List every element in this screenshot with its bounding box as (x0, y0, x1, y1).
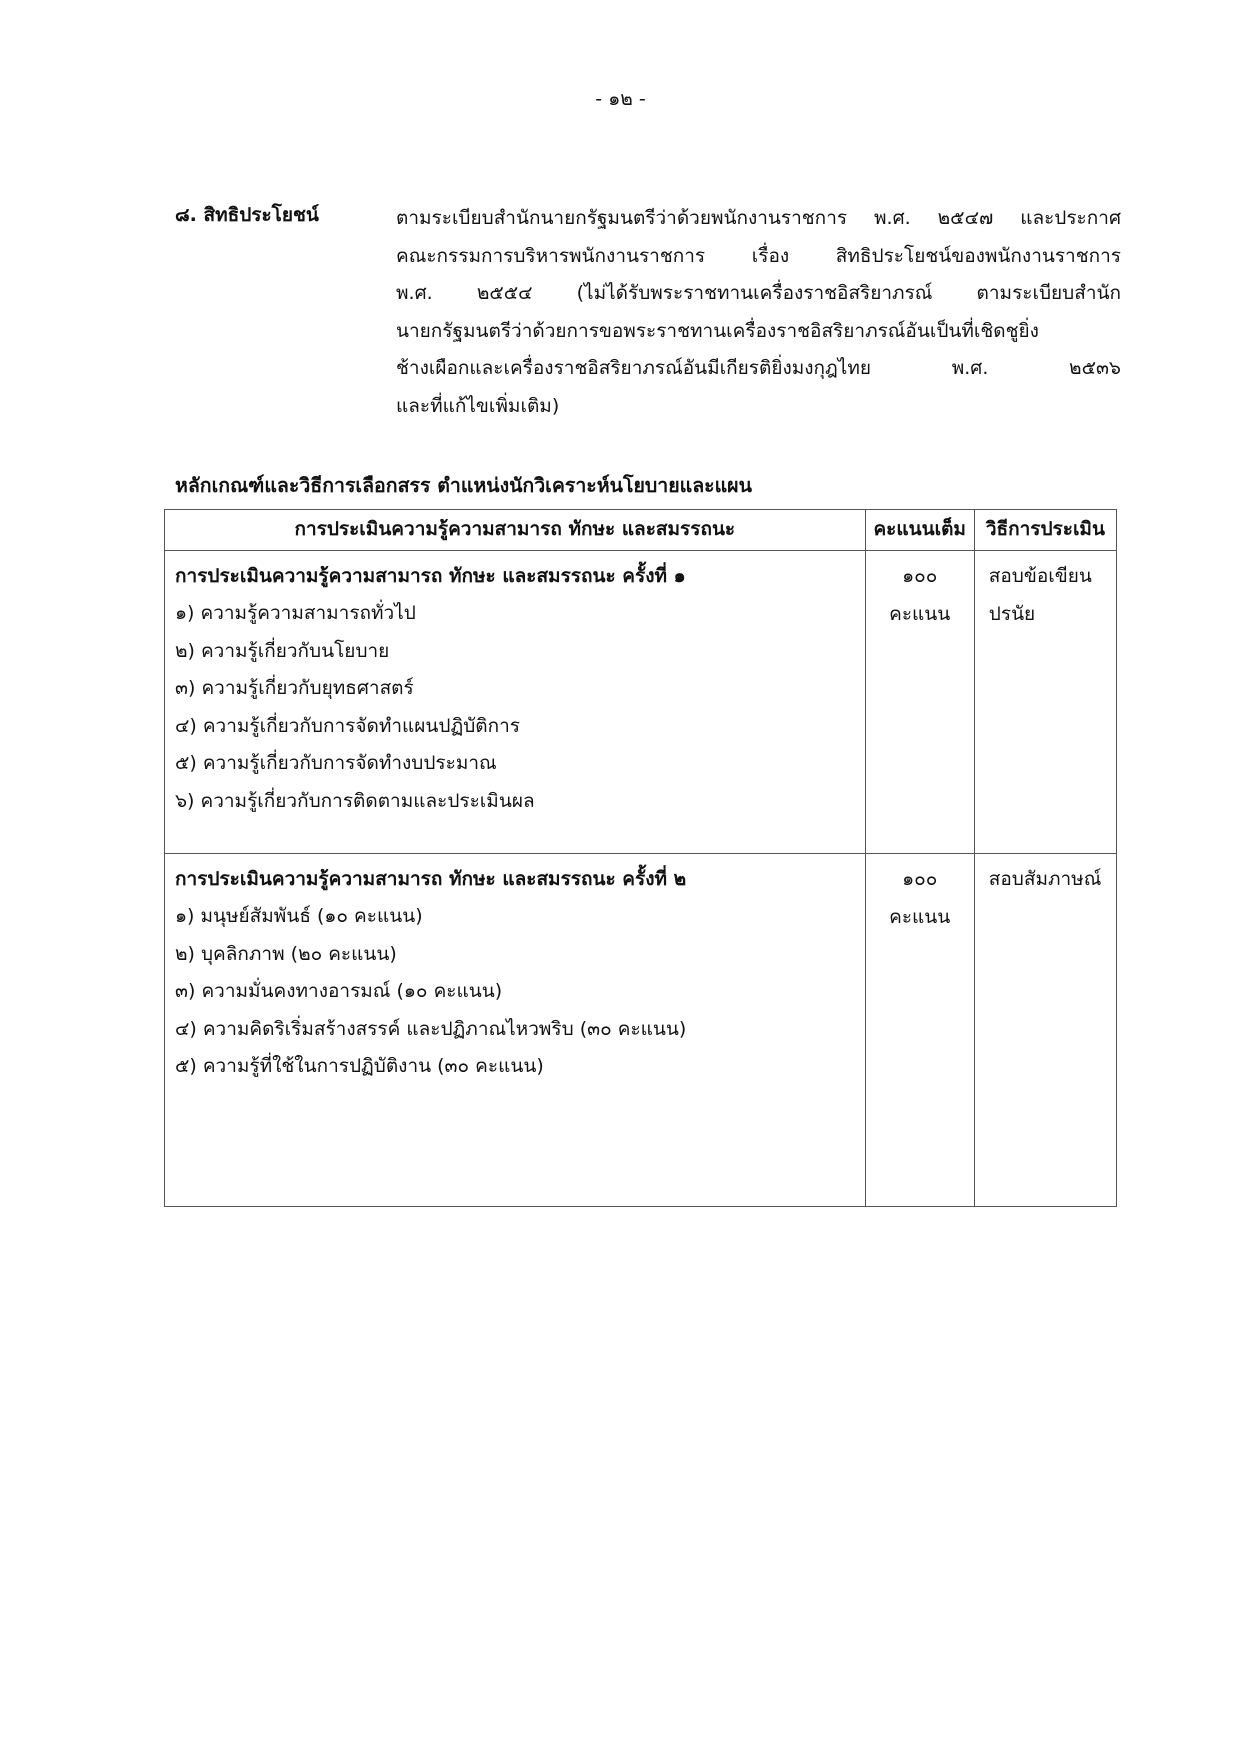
header-assessment: การประเมินความรู้ความสามารถ ทักษะ และสมรรถนะ (165, 510, 866, 551)
table-row (165, 551, 1117, 854)
benefits-line: นายกรัฐมนตรีว่าด้วยการขอพระราชทานเครื่องราชอิสริยาภรณ์อันเป็นที่เชิดชูยิ่ง (396, 319, 1039, 342)
score-unit: คะแนน (889, 906, 951, 928)
method-cell (974, 551, 1116, 854)
method-text: สอบสัมภาษณ์ (988, 868, 1102, 890)
selection-criteria-table (164, 509, 1117, 1207)
assessment-item: ๓) ความมั่นคงทางอารมณ์ (๑๐ คะแนน) (175, 980, 503, 1002)
section-heading: หลักเกณฑ์และวิธีการเลือกสรร ตำแหน่งนักวิเคราะห์นโยบายและแผน (175, 474, 752, 497)
benefits-text (396, 200, 1121, 425)
assessment-item: ๑) ความรู้ความสามารถทั่วไป (175, 602, 416, 624)
method-cell (974, 854, 1116, 1207)
full-score-cell (865, 551, 974, 854)
benefits-line: คณะกรรมการบริหารพนักงานราชการ เรื่อง สิทธิประโยชน์ของพนักงานราชการ (396, 244, 1121, 267)
method-text: ปรนัย (988, 603, 1036, 625)
assessment-cell (165, 854, 866, 1207)
assessment-item: ๖) ความรู้เกี่ยวกับการติดตามและประเมินผล (175, 789, 535, 812)
benefits-line: ตามระเบียบสำนักนายกรัฐมนตรีว่าด้วยพนักงานราชการ พ.ศ. ๒๕๔๗ และประกาศ (396, 207, 1121, 229)
assessment-item: ๕) ความรู้เกี่ยวกับการจัดทำงบประมาณ (175, 752, 497, 774)
page-number: - ๑๒ - (595, 88, 646, 110)
header-full-score: คะแนนเต็ม (865, 510, 974, 551)
benefits-label: ๘. สิทธิประโยชน์ (175, 204, 319, 226)
full-score-cell (865, 854, 974, 1207)
table-header-row (165, 510, 1117, 551)
assessment-item: ๒) ความรู้เกี่ยวกับนโยบาย (175, 639, 390, 662)
assessment-item: ๔) ความคิดริเริ่มสร้างสรรค์ และปฏิภาณไหวพริบ (๓๐ คะแนน) (175, 1017, 687, 1040)
header-method: วิธีการประเมิน (974, 510, 1116, 551)
score-value: ๑๐๐ (902, 565, 938, 587)
assessment-item: ๕) ความรู้ที่ใช้ในการปฏิบัติงาน (๓๐ คะแนน) (175, 1055, 544, 1077)
assessment-title: การประเมินความรู้ความสามารถ ทักษะ และสมรรถนะ ครั้งที่ ๑ (175, 565, 686, 587)
assessment-item: ๔) ความรู้เกี่ยวกับการจัดทำแผนปฏิบัติการ (175, 714, 520, 737)
score-value: ๑๐๐ (902, 868, 938, 890)
assessment-cell (165, 551, 866, 854)
assessment-item: ๓) ความรู้เกี่ยวกับยุทธศาสตร์ (175, 677, 414, 699)
method-text: สอบข้อเขียน (988, 565, 1092, 587)
assessment-item: ๒) บุคลิกภาพ (๒๐ คะแนน) (175, 942, 397, 965)
score-unit: คะแนน (889, 603, 951, 625)
assessment-item: ๑) มนุษย์สัมพันธ์ (๑๐ คะแนน) (175, 905, 423, 927)
table-row (165, 854, 1117, 1207)
benefits-line: ช้างเผือกและเครื่องราชอิสริยาภรณ์อันมีเกียรติยิ่งมงกุฎไทย พ.ศ. ๒๕๓๖ (396, 357, 1121, 379)
benefits-line: และที่แก้ไขเพิ่มเติม) (396, 394, 560, 417)
benefits-line: พ.ศ. ๒๕๕๔ (ไม่ได้รับพระราชทานเครื่องราชอิสริยาภรณ์ ตามระเบียบสำนัก (396, 282, 1121, 304)
assessment-title: การประเมินความรู้ความสามารถ ทักษะ และสมรรถนะ ครั้งที่ ๒ (175, 868, 687, 890)
